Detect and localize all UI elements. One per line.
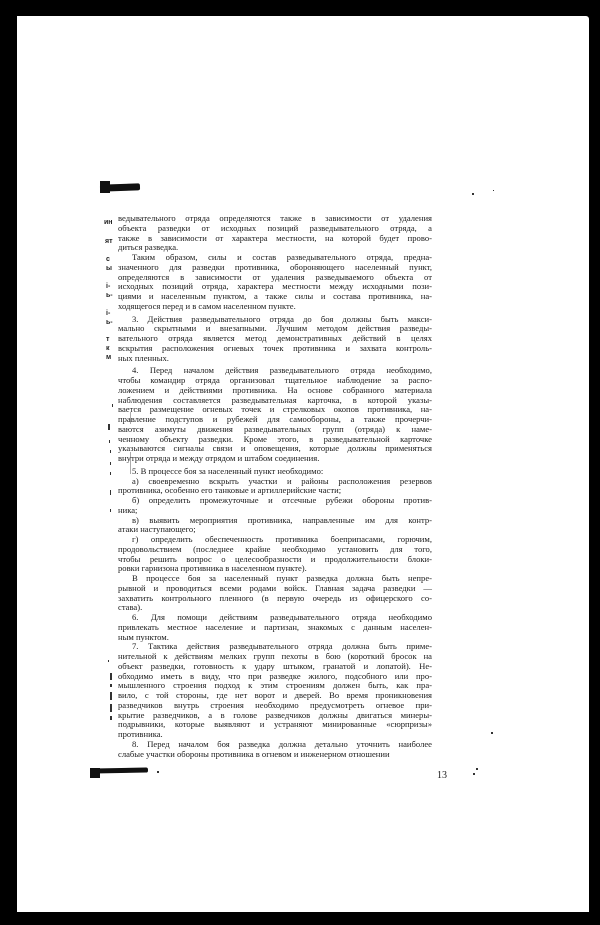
text-line: вательного отряда является метод демонстративных действий в целях bbox=[118, 333, 432, 343]
text-line: противника. bbox=[118, 729, 163, 739]
text-line: ходящегося перед и в самом населенном пункте. bbox=[118, 300, 296, 311]
margin-fragment: ь- bbox=[106, 319, 113, 326]
scan-speck bbox=[108, 424, 110, 430]
text-line: объект разведки, готовность к удару штыком, гранатой и лопатой). Не- bbox=[118, 660, 432, 671]
scan-speck bbox=[110, 704, 112, 712]
text-line: вается размещение огневых точек и стрелковых окопов противника, на- bbox=[118, 404, 432, 415]
paragraph bbox=[118, 516, 432, 536]
text-line: правление подступов и рубежей для самообороны, а также прочерчи- bbox=[118, 414, 432, 424]
text-line: 6. Для помощи действиям разведывательного отряда необходимо bbox=[132, 612, 432, 622]
margin-fragment: і- bbox=[106, 283, 111, 290]
text-line: атаки наступающего; bbox=[118, 524, 196, 535]
paragraph bbox=[118, 214, 432, 253]
text-line: ваются азимуты движения разведывательных групп (отряда) к наме- bbox=[118, 423, 432, 434]
scan-speck bbox=[110, 450, 111, 453]
scan-speck bbox=[472, 193, 474, 195]
paragraph bbox=[118, 496, 432, 516]
paragraph bbox=[118, 366, 432, 464]
text-line: указываются сигналы связи и оповещения, которые должны применяться bbox=[118, 443, 432, 454]
text-line: объекта разведки от исходных позиций разведывательного отряда, а bbox=[118, 222, 432, 233]
paragraph bbox=[118, 574, 432, 613]
margin-fragment: т bbox=[106, 336, 110, 343]
text-line: обходимо иметь в виду, что при разведке жилого, подсобного или про- bbox=[118, 670, 432, 681]
scan-mark-top-stub bbox=[100, 181, 110, 193]
scan-mark-bottom bbox=[92, 768, 148, 774]
text-line: мышленного строения подход к этим строениям должен быть, как пра- bbox=[118, 680, 432, 691]
scan-speck bbox=[110, 673, 112, 680]
scan-speck bbox=[157, 771, 159, 773]
margin-fragment: м bbox=[106, 354, 112, 361]
scan-speck bbox=[110, 490, 111, 495]
text-line: ченному объекту разведки. Кроме этого, в разведывательной карточке bbox=[118, 433, 432, 444]
text-line: става). bbox=[118, 602, 143, 613]
text-line: ложением и действиями противника. На основе собранного материала bbox=[118, 384, 432, 395]
text-line: ных пленных. bbox=[118, 352, 169, 363]
text-line: исходных позиций отряда, характера местности между исходными пози- bbox=[118, 281, 432, 292]
text-line: наблюдения составляется разведывательная карточка, в которой указы- bbox=[118, 394, 432, 405]
text-line: б) определить промежуточные и отсечные рубежи обороны против- bbox=[132, 495, 432, 505]
scan-speck bbox=[112, 404, 113, 407]
text-line: мально скрытными и внезапными. Лучшим методом действия разведы- bbox=[118, 323, 432, 334]
scan-speck bbox=[110, 462, 111, 465]
text-line: ным пунктом. bbox=[118, 631, 169, 642]
margin-fragment: ин bbox=[104, 219, 113, 226]
scan-speck bbox=[110, 716, 112, 720]
text-line: 5. В процессе боя за населенный пункт необходимо: bbox=[132, 465, 324, 476]
text-line: определяются в зависимости от удаления разведываемого объекта от bbox=[118, 271, 432, 282]
text-line: чтобы командир отряда организовал тщательное наблюдение за распо- bbox=[118, 375, 432, 385]
margin-fragment: і- bbox=[106, 310, 111, 317]
text-line: 3. Действия разведывательного отряда до боя должны быть макси- bbox=[132, 313, 432, 324]
text-line: ника; bbox=[118, 504, 138, 515]
text-line: Таким образом, силы и состав разведывательного отряда, предна- bbox=[132, 252, 432, 262]
text-line: захватить контрольного пленного (в первую очередь из офицерского со- bbox=[118, 592, 432, 603]
scan-speck bbox=[110, 692, 112, 700]
text-line: крытие разведчиков, а в голове разведчиков должны двигаться минеры- bbox=[118, 709, 432, 720]
scan-speck bbox=[493, 190, 494, 191]
text-line: вскрытия расположения огневых точек противника и захвата контроль- bbox=[118, 342, 432, 353]
paragraph bbox=[118, 740, 432, 760]
scan-speck bbox=[109, 440, 110, 443]
paragraph bbox=[118, 535, 432, 574]
text-line: г) определить обеспеченность противника боеприпасами, горючим, bbox=[132, 534, 432, 544]
margin-fragment: с bbox=[106, 256, 110, 263]
paragraph bbox=[118, 315, 432, 364]
margin-fragment: ь- bbox=[106, 292, 113, 299]
paragraph bbox=[118, 642, 432, 740]
text-line: разведчиков внутрь строения необходимо предусмотреть огневое при- bbox=[118, 699, 432, 710]
paragraph bbox=[118, 477, 432, 497]
text-line: диться разведка. bbox=[118, 242, 179, 253]
scan-mark-bottom-stub bbox=[90, 768, 100, 778]
text-line: противника, особенно его танковые и артиллерийские части; bbox=[118, 485, 342, 496]
text-line: значенного для разведки противника, обороняющего населенный пункт, bbox=[118, 261, 432, 272]
text-line: внутри отряда и между отрядом и штабом соединения. bbox=[118, 453, 320, 463]
text-line: привлекать местное население и партизан, знакомых с данным населен- bbox=[118, 621, 432, 632]
text-line: 7. Тактика действия разведывательного отряда должна быть приме- bbox=[132, 641, 432, 652]
text-line: а) своевременно вскрыть участки и районы расположения резервов bbox=[132, 475, 432, 486]
scan-speck bbox=[110, 472, 111, 475]
text-line: циями и населенным пунктом, а также силы и состава противника, на- bbox=[118, 291, 432, 301]
text-line: также в зависимости от характера местности, на которой будет прово- bbox=[118, 232, 432, 243]
text-line: 8. Перед началом боя разведка должна детально уточнить наиболее bbox=[132, 738, 432, 749]
scan-speck bbox=[473, 773, 475, 775]
text-line: рывной и проводиться всеми родами войск. Главная задача разведки — bbox=[118, 582, 432, 593]
margin-fragment: ы bbox=[106, 265, 112, 272]
text-line: в) выявить мероприятия противника, направленные им для контр- bbox=[132, 514, 432, 525]
margin-fragment: ят bbox=[105, 238, 113, 245]
scan-speck bbox=[491, 732, 493, 734]
text-line: ровки гарнизона противника в населенном пункте). bbox=[118, 563, 307, 574]
text-line: 4. Перед началом действия разведывательного отряда необходимо, bbox=[132, 365, 432, 376]
margin-fragment: к bbox=[106, 345, 110, 352]
paragraph bbox=[118, 253, 432, 312]
text-line: чтобы решить вопрос о целесообразности и продолжительности блоки- bbox=[118, 553, 432, 564]
text-line: нительной к действиям мелких групп пехоты в бою (короткий бросок на bbox=[118, 651, 432, 661]
scan-speck bbox=[110, 684, 112, 687]
document-body bbox=[118, 214, 432, 759]
text-line: подрывники, которые выявляют и устраняют минированные «сюрпризы» bbox=[118, 719, 432, 730]
text-line: В процессе боя за населенный пункт разведка должна быть непре- bbox=[132, 573, 432, 583]
paragraph bbox=[118, 613, 432, 642]
text-line: ведывательного отряда определяются также в зависимости от удаления bbox=[118, 213, 432, 223]
text-line: вило, с той стороны, где нет ворот и дверей. Во время проникновения bbox=[118, 690, 432, 700]
text-line: слабые участки обороны противника в огневом и инженерном отношении bbox=[118, 748, 390, 759]
scan-speck bbox=[108, 660, 109, 662]
text-line: продовольствием (последнее крайне необходимо установить для того, bbox=[118, 543, 432, 554]
scan-speck bbox=[476, 768, 478, 770]
scan-speck bbox=[110, 509, 111, 512]
page-number: 13 bbox=[437, 770, 447, 781]
